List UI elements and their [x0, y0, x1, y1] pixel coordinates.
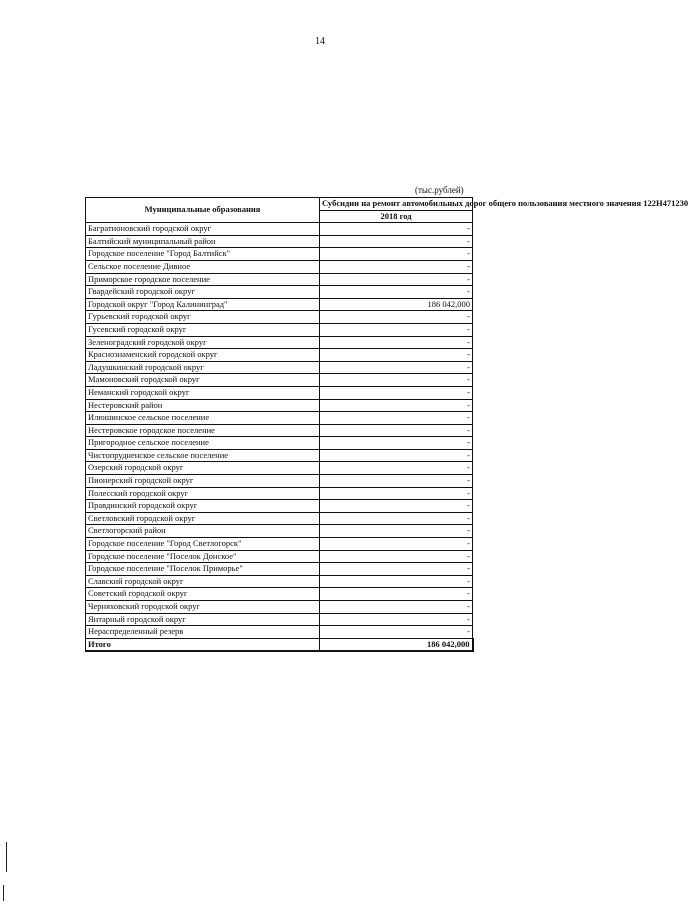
row-subsidy-value: -	[320, 500, 473, 513]
row-subsidy-value: -	[320, 374, 473, 387]
table-row	[86, 437, 473, 450]
table-row	[86, 588, 473, 601]
row-municipality-name: Нестеровское городское поселение	[86, 424, 320, 437]
table-row	[86, 361, 473, 374]
row-municipality-name: Городское поселение "Город Светлогорск"	[86, 538, 320, 551]
table-row	[86, 449, 473, 462]
table-row	[86, 386, 473, 399]
row-municipality-name: Славский городской округ	[86, 575, 320, 588]
table-row	[86, 336, 473, 349]
row-subsidy-value: -	[320, 286, 473, 299]
row-subsidy-value: -	[320, 260, 473, 273]
row-municipality-name: Краснознаменский городской округ	[86, 349, 320, 362]
row-subsidy-value: -	[320, 563, 473, 576]
total-label: Итого	[86, 638, 320, 651]
table-row	[86, 311, 473, 324]
scan-artifact-mark	[6, 842, 7, 872]
row-municipality-name: Гурьевский городской округ	[86, 311, 320, 324]
row-municipality-name: Гвардейский городской округ	[86, 286, 320, 299]
table-row	[86, 512, 473, 525]
total-row	[86, 638, 473, 651]
row-subsidy-value: -	[320, 462, 473, 475]
row-municipality-name: Сельское поселение Дивное	[86, 260, 320, 273]
table-row	[86, 235, 473, 248]
row-subsidy-value: -	[320, 412, 473, 425]
row-subsidy-value: -	[320, 588, 473, 601]
table-row	[86, 412, 473, 425]
table-row	[86, 323, 473, 336]
row-municipality-name: Советский городской округ	[86, 588, 320, 601]
row-municipality-name: Городской округ "Город Калининград"	[86, 298, 320, 311]
row-municipality-name: Пригородное сельское поселение	[86, 437, 320, 450]
row-subsidy-value: -	[320, 601, 473, 614]
table-row	[86, 475, 473, 488]
row-municipality-name: Балтийский муниципальный район	[86, 235, 320, 248]
table-row	[86, 613, 473, 626]
table-row	[86, 298, 473, 311]
row-subsidy-value: -	[320, 437, 473, 450]
table-row	[86, 286, 473, 299]
row-municipality-name: Ладушкинский городской округ	[86, 361, 320, 374]
row-subsidy-value: -	[320, 399, 473, 412]
table-row	[86, 550, 473, 563]
row-subsidy-value: -	[320, 475, 473, 488]
row-municipality-name: Городское поселение "Поселок Донское"	[86, 550, 320, 563]
page-number: 14	[315, 36, 325, 47]
row-municipality-name: Зеленоградский городской округ	[86, 336, 320, 349]
row-subsidy-value: 186 042,000	[320, 298, 473, 311]
row-subsidy-value: -	[320, 449, 473, 462]
row-municipality-name: Нераспределенный резерв	[86, 626, 320, 639]
row-municipality-name: Полесский городской округ	[86, 487, 320, 500]
table-row	[86, 248, 473, 261]
row-municipality-name: Светловский городской округ	[86, 512, 320, 525]
row-municipality-name: Гусевский городской округ	[86, 323, 320, 336]
row-municipality-name: Черняховский городской округ	[86, 601, 320, 614]
row-subsidy-value: -	[320, 550, 473, 563]
table-row	[86, 260, 473, 273]
row-municipality-name: Нестеровский район	[86, 399, 320, 412]
row-subsidy-value: -	[320, 424, 473, 437]
row-municipality-name: Озерский городской округ	[86, 462, 320, 475]
row-subsidy-value: -	[320, 626, 473, 639]
table-row	[86, 223, 473, 236]
row-municipality-name: Мамоновский городской округ	[86, 374, 320, 387]
row-subsidy-value: -	[320, 273, 473, 286]
table-row	[86, 462, 473, 475]
row-subsidy-value: -	[320, 235, 473, 248]
table-row	[86, 563, 473, 576]
row-subsidy-value: -	[320, 336, 473, 349]
table-row	[86, 374, 473, 387]
total-value: 186 042,000	[320, 638, 473, 651]
table-body	[86, 223, 473, 639]
table-row	[86, 349, 473, 362]
table-row	[86, 575, 473, 588]
table-row	[86, 538, 473, 551]
row-subsidy-value: -	[320, 538, 473, 551]
row-subsidy-value: -	[320, 525, 473, 538]
row-municipality-name: Чистопрудненское сельское поселение	[86, 449, 320, 462]
row-municipality-name: Багратионовский городской округ	[86, 223, 320, 236]
row-municipality-name: Городское поселение "Поселок Приморье"	[86, 563, 320, 576]
table-row	[86, 399, 473, 412]
header-subsidy: Субсидии на ремонт автомобильных дорог общего пользования местного значения 122Н471230	[320, 198, 473, 211]
table-row	[86, 626, 473, 639]
row-municipality-name: Пионерский городской округ	[86, 475, 320, 488]
row-municipality-name: Янтарный городской округ	[86, 613, 320, 626]
table-row	[86, 525, 473, 538]
row-municipality-name: Илюшинское сельское поселение	[86, 412, 320, 425]
table-row	[86, 500, 473, 513]
row-municipality-name: Приморское городское поселение	[86, 273, 320, 286]
row-subsidy-value: -	[320, 248, 473, 261]
table-row	[86, 487, 473, 500]
row-subsidy-value: -	[320, 512, 473, 525]
row-subsidy-value: -	[320, 323, 473, 336]
header-year: 2018 год	[320, 210, 473, 223]
row-municipality-name: Неманский городской округ	[86, 386, 320, 399]
row-subsidy-value: -	[320, 361, 473, 374]
row-municipality-name: Правдинский городской округ	[86, 500, 320, 513]
row-municipality-name: Городское поселение "Город Балтийск"	[86, 248, 320, 261]
row-subsidy-value: -	[320, 487, 473, 500]
row-municipality-name: Светлогорский район	[86, 525, 320, 538]
table-row	[86, 601, 473, 614]
header-municipalities: Муниципальные образования	[86, 198, 320, 223]
row-subsidy-value: -	[320, 575, 473, 588]
table-row	[86, 273, 473, 286]
units-label: (тыс.рублей)	[415, 185, 464, 195]
row-subsidy-value: -	[320, 223, 473, 236]
row-subsidy-value: -	[320, 386, 473, 399]
table-row	[86, 424, 473, 437]
row-subsidy-value: -	[320, 311, 473, 324]
scan-artifact-mark	[3, 885, 4, 901]
row-subsidy-value: -	[320, 613, 473, 626]
row-subsidy-value: -	[320, 349, 473, 362]
subsidy-table	[85, 197, 688, 652]
